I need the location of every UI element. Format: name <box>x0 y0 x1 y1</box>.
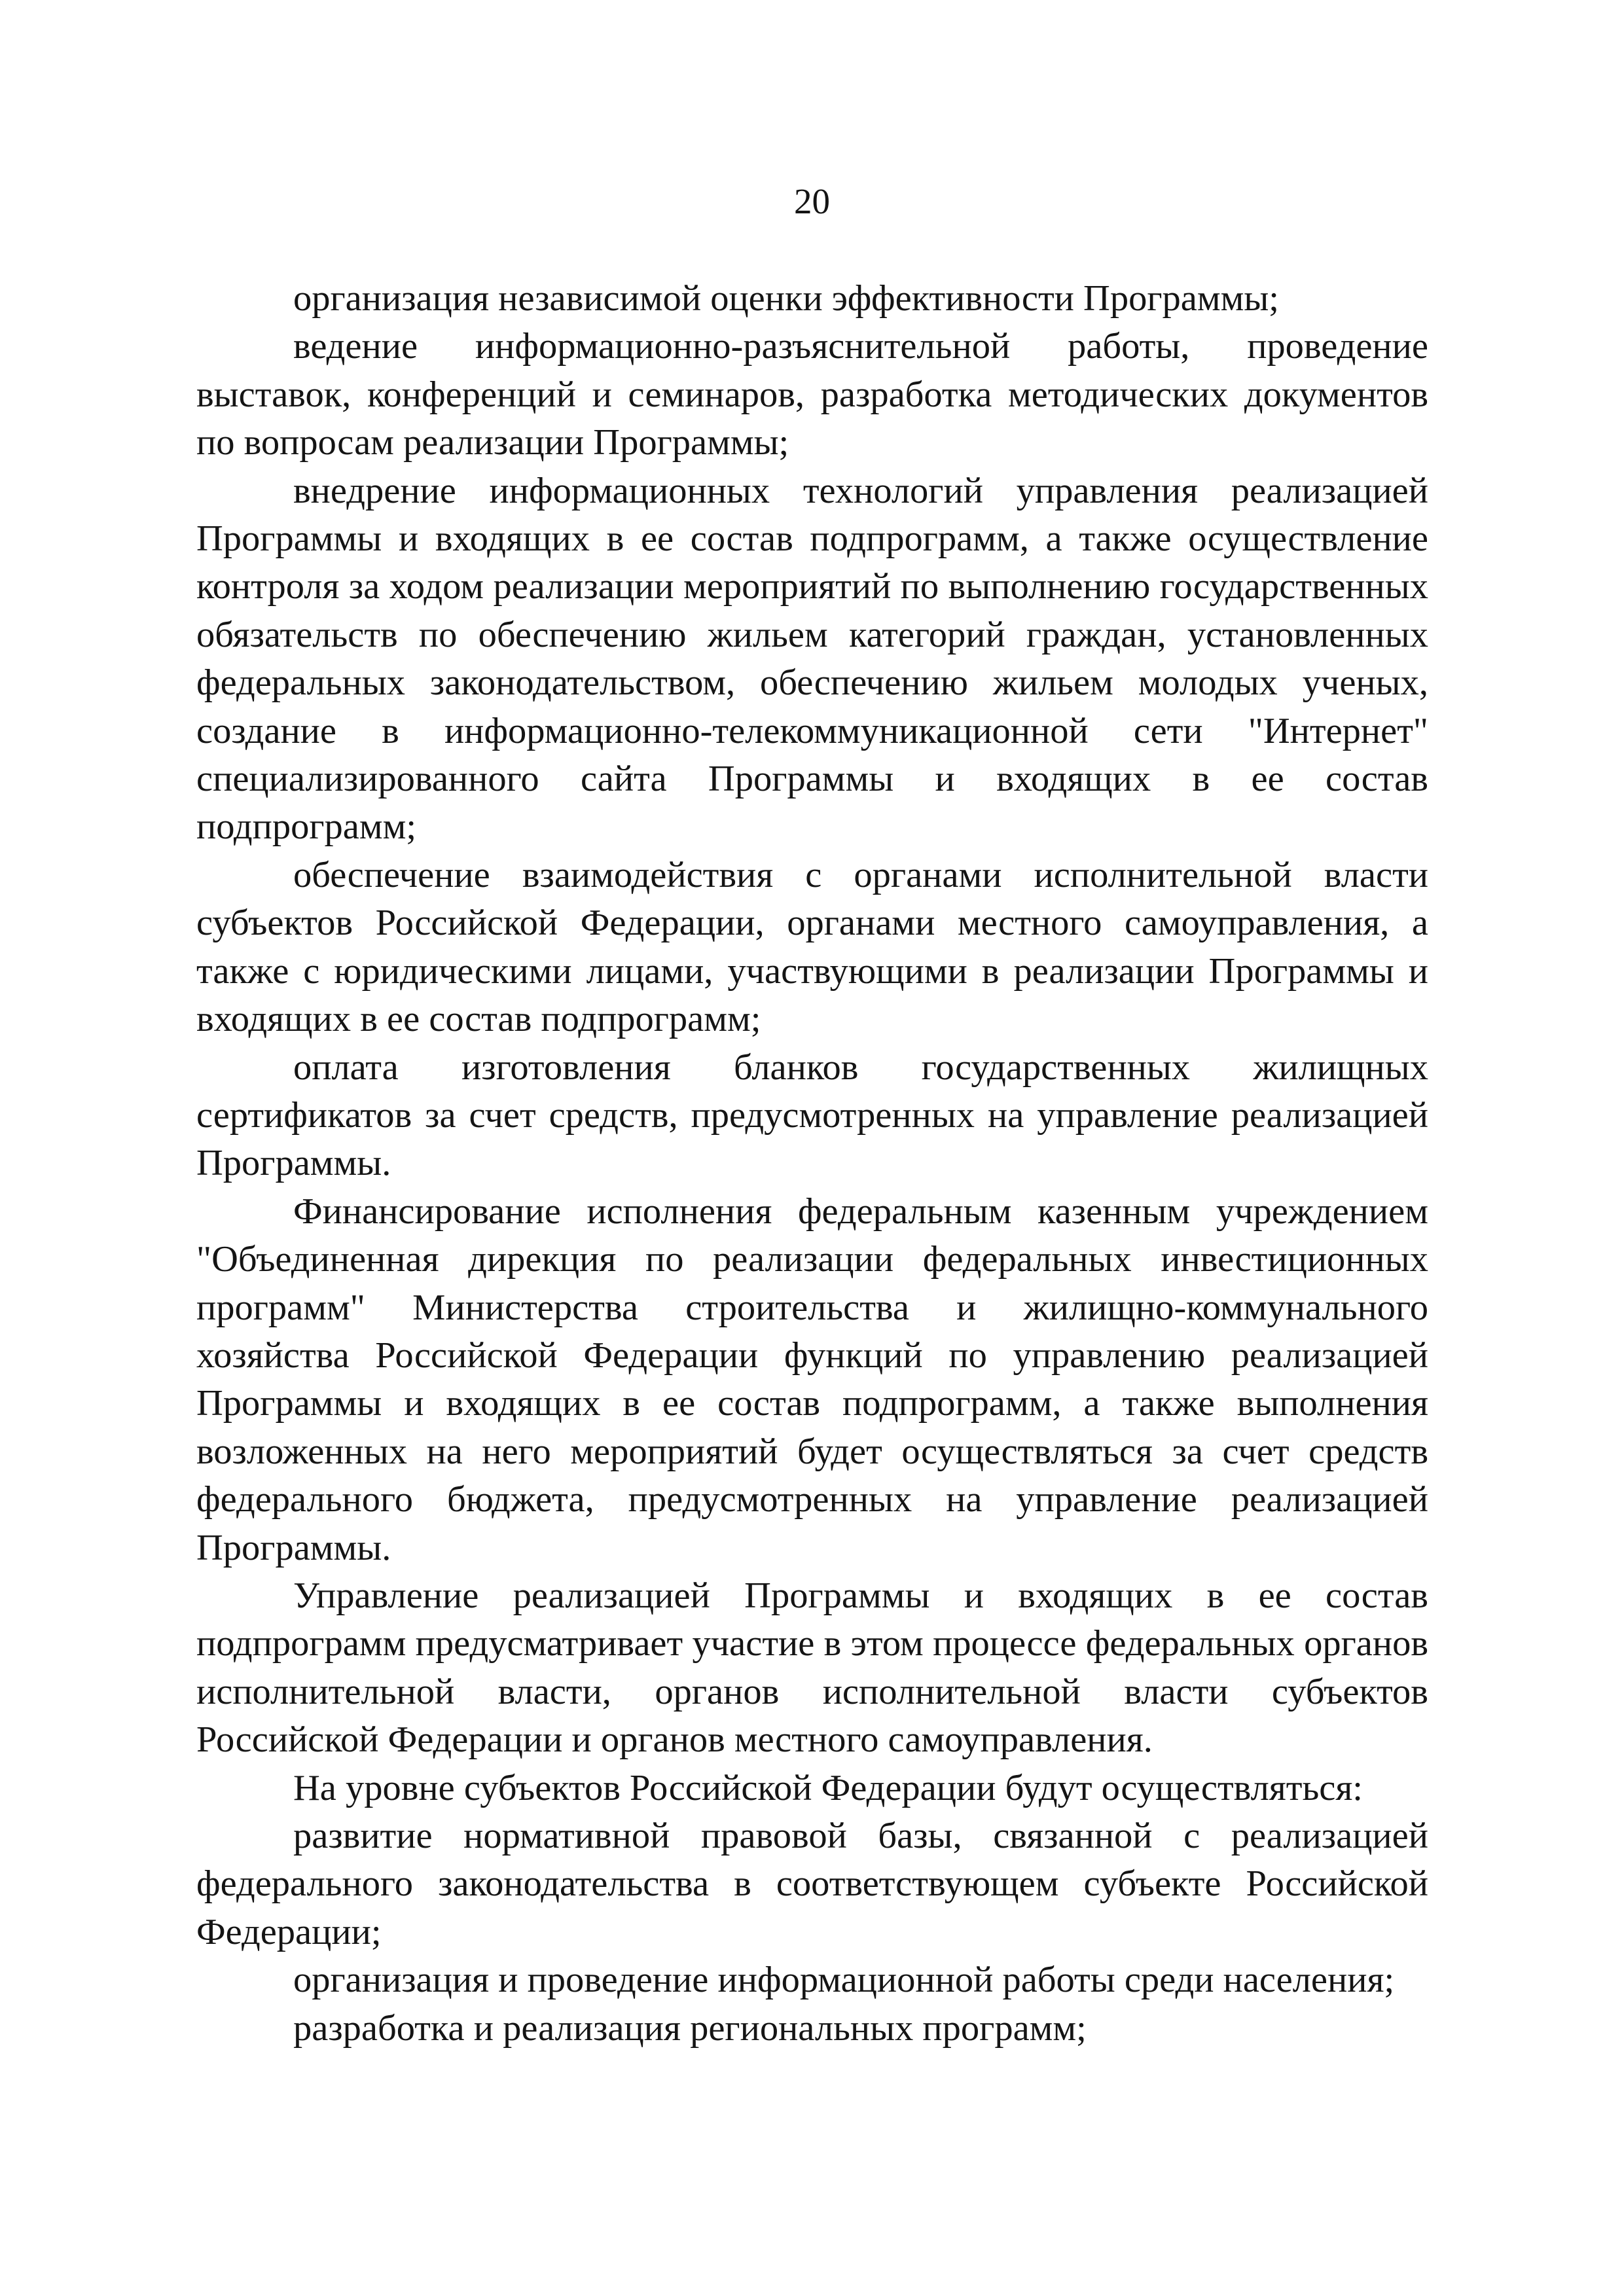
paragraph: внедрение информационных технологий управления реализацией Программы и входящих в ее состав подпрограмм, а также осуществление контроля за ходом реализации мероприятий по выполнению государственных обязательств по обеспечению жильем категорий граждан, установленных федеральных законодательством, обеспечению жильем молодых ученых, создание в информационно-телекоммуникационной сети "Интернет" специализированного сайта Программы и входящих в ее состав подпрограмм; <box>196 470 1428 848</box>
page-number: 20 <box>794 181 830 221</box>
document-body <box>196 275 1428 2053</box>
paragraph: обеспечение взаимодействия с органами исполнительной власти субъектов Российской Федерации, органами местного самоуправления, а также с юридическими лицами, участвующими в реализации Программы и входящих в ее состав подпрограмм; <box>196 854 1428 1040</box>
paragraph: Финансирование исполнения федеральным казенным учреждением "Объединенная дирекция по реализации федеральных инвестиционных программ" Министерства строительства и жилищно-коммунального хозяйства Российской Федерации функций по управлению реализацией Программы и входящих в ее состав подпрограмм, а также выполнения возложенных на него мероприятий будет осуществляться за счет средств федерального бюджета, предусмотренных на управление реализацией Программы. <box>196 1191 1428 1568</box>
paragraph: На уровне субъектов Российской Федерации будут осуществляться: <box>293 1767 1363 1808</box>
paragraph: развитие нормативной правовой базы, связанной с реализацией федерального законодательства в соответствующем субъекте Российской Федерации; <box>196 1816 1428 1952</box>
paragraph: организация и проведение информационной работы среди населения; <box>293 1960 1395 2001</box>
paragraph: разработка и реализация региональных программ; <box>293 2007 1087 2049</box>
paragraph: оплата изготовления бланков государственных жилищных сертификатов за счет средств, предусмотренных на управление реализацией Программы. <box>196 1047 1428 1184</box>
paragraph: Управление реализацией Программы и входящих в ее состав подпрограмм предусматривает участие в этом процессе федеральных органов исполнительной власти, органов исполнительной власти субъектов Российской Федерации и органов местного самоуправления. <box>196 1575 1428 1761</box>
paragraph: ведение информационно-разъяснительной работы, проведение выставок, конференций и семинаров, разработка методических документов по вопросам реализации Программы; <box>196 326 1428 463</box>
paragraph: организация независимой оценки эффективности Программы; <box>293 278 1279 319</box>
